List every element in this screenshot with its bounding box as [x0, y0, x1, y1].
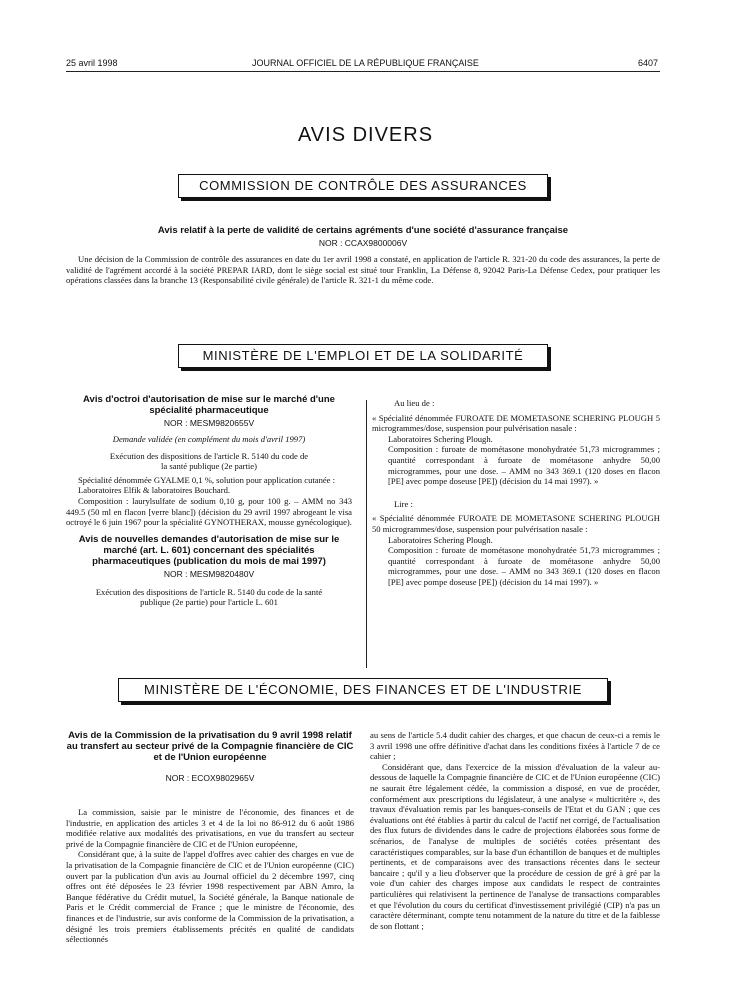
specialite-gyalme: Spécialité dénommée GYALME 0,1 %, solution pour application cutanée :	[78, 474, 336, 485]
nor-octroi: NOR : MESM9820655V	[163, 418, 255, 428]
nor-assurances: NOR : CCAX9800006V	[318, 238, 408, 248]
privatisation-paragraph-1: La commission, saisie par le ministre de l'économie, des finances et de l'industrie, en application des articles 3 et 4 de la loi no 86-912 du 6 août 1986 modifiée relative aux modalités des privatisations, en vue du transfert au secteur privé de la Compagnie financière de CIC et de l'Union européenne,	[66, 807, 354, 849]
au-lieu-de: Au lieu de :	[394, 398, 435, 408]
privatisation-paragraph-3: au sens de l'article 5.4 dudit cahier des charges, et que chacun de ceux-ci a remis le 3 avril 1998 une offre définitive d'achat dans les conditions fixées à l'article 7 de ce cahier ;	[370, 730, 660, 762]
laboratoires-schering-1: Laboratoires Schering Plough.	[388, 433, 493, 444]
economie-left-column	[66, 730, 354, 945]
laboratoires-schering-2: Laboratoires Schering Plough.	[388, 534, 493, 545]
economie-right-column	[370, 730, 660, 931]
nor-privatisation: NOR : ECOX9802965V	[165, 773, 255, 783]
header-rule	[66, 71, 660, 72]
section-heading-assurances: COMMISSION DE CONTRÔLE DES ASSURANCES	[178, 174, 548, 198]
laboratoires-elfik: Laboratoires Elfik & laboratoires Bouchard.	[78, 485, 231, 496]
header-date: 25 avril 1998	[66, 58, 118, 68]
privatisation-paragraph-2: Considérant que, à la suite de l'appel d'offres avec cahier des charges en vue de la privatisation de la Compagnie financière de CIC et de l'Union européenne (CIC) ouvert par la publication d'un avis au Journal officiel du 2 décembre 1997, cinq offres ont été déposées le 23 février 1998 respectivement par ABN Amro, la Banque fédérative du Crédit mutuel, la Société générale, la Banque nationale de Paris et le Crédit commercial de France ; que le ministre de l'économie, des finances et de l'industrie, sur avis conforme de la Commission de la privatisation, a désigné les trois premiers établissements précités en qualité de candidats sélectionnés	[66, 849, 354, 945]
avis-title-assurances: Avis relatif à la perte de validité de certains agréments d'une société d'assurance française	[157, 225, 569, 236]
avis-title-nouvelles-demandes: Avis de nouvelles demandes d'autorisation de mise sur le marché (art. L. 601) concernant des spécialités pharmaceutiques (publication du mois de mai 1997)	[78, 533, 340, 567]
main-title: AVIS DIVERS	[297, 124, 434, 146]
specialite-furoate-2: « Spécialité dénommée FUROATE DE MOMETASONE SCHERING PLOUGH 50 microgrammes/dose, suspension pour pulvérisation nasale :	[372, 513, 660, 534]
section-heading-emploi: MINISTÈRE DE L'EMPLOI ET DE LA SOLIDARITÉ	[178, 344, 548, 368]
emploi-right-column	[372, 398, 660, 588]
header-journal: JOURNAL OFFICIEL DE LA RÉPUBLIQUE FRANÇAISE	[252, 58, 479, 68]
column-divider	[366, 400, 367, 668]
avis-title-privatisation: Avis de la Commission de la privatisation du 9 avril 1998 relatif au transfert au secteur privé de la Compagnie financière de CIC et de l'Union européenne	[66, 730, 354, 763]
nor-nouvelles-demandes: NOR : MESM9820480V	[163, 568, 255, 579]
assurances-body: Une décision de la Commission de contrôle des assurances en date du 1er avril 1998 a constaté, en application de l'article R. 321-20 du code des assurances, la perte de validité de l'agrément accordé à la société PREPAR IARD, dont le siège social est situé tour Franklin, La Défense 8, 92042 Paris-La Défense Cedex, pour pratiquer les opérations classées dans la branche 13 (Responsabilité civile générale) de l'article R. 321-1 du même code.	[66, 254, 660, 286]
demande-validee: Demande validée (en complément du mois d'avril 1997)	[112, 434, 306, 444]
composition-gyalme: Composition : laurylsulfate de sodium 0,10 g, pour 100 g. – AMM no 343 449.5 (50 ml en flacon [verre blanc]) (décision du 29 avril 1997 abrogeant le visa octroyé le 6 juin 1967 pour la spécialité GYNOTHERAX, mousse gynécologique).	[66, 495, 352, 528]
header-page-number: 6407	[638, 58, 659, 68]
emploi-left-column	[66, 394, 352, 608]
lire: Lire :	[394, 498, 413, 509]
composition-furoate-2: Composition : furoate de mométasone monohydratée 51,73 microgrammes ; quantité correspondant à furoate de mométasone anhydre 50,00 microgrammes, pour une dose. – AMM no 343 369.1 (120 doses en flacon [PE] avec pompe doseuse [PE]) (décision du 14 mai 1997). »	[388, 545, 660, 587]
section-heading-economie: MINISTÈRE DE L'ÉCONOMIE, DES FINANCES ET DE L'INDUSTRIE	[118, 678, 608, 702]
composition-furoate-1: Composition : furoate de mométasone monohydratée 51,73 microgrammes ; quantité correspondant à furoate de mométasone anhydre 50,00 microgrammes, pour une dose. – AMM no 343 369.1 (120 doses en flacon [PE] avec pompe doseuse [PE]) (décision du 14 mai 1997). »	[388, 444, 660, 487]
execution-dispositions-2: Exécution des dispositions de l'article R. 5140 du code de la santé publique (2e partie) pour l'article L. 601	[95, 586, 323, 608]
execution-dispositions-1: Exécution des dispositions de l'article R. 5140 du code de la santé publique (2e partie)	[109, 450, 309, 472]
privatisation-paragraph-4: Considérant que, dans l'exercice de la mission d'évaluation de la valeur au-dessous de laquelle la Compagnie financière de CIC et de l'Union européenne (CIC) ne saurait être légalement cédée, la commission a disposé, en vue de procéder, conformément aux prescriptions du législateur, à une analyse « multicritère », des travaux d'évaluation remis par les banques-conseils de l'Etat et du GAN ; que ces évaluations ont été établies à partir du calcul de l'actif net corrigé, de l'actualisation des flux futurs de dividendes dans le cadre de projections élaborées sous forme de scénarios, de l'analyse de multiples de sociétés cotées présentant des caractéristiques comparables, sur la base d'un échantillon de banques et de multiples pertinents, et de comparaisons avec des transactions récentes dans le secteur bancaire ; qu'il y a lieu d'observer que la procédure de cession de gré à gré par la voie d'un cahier des charges impose aux candidats le respect de contraintes particulières qui relativisent la pertinence de l'analyse de transactions comparables et que l'évolution du cours du certificat d'investissement privilégié (CIP) n'a pas un caractère déterminant, compte tenu notamment de la nature du titre et de la faiblesse de son flottant ;	[370, 761, 660, 931]
avis-title-octroi: Avis d'octroi d'autorisation de mise sur le marché d'une spécialité pharmaceutique	[83, 394, 335, 416]
specialite-furoate-1: « Spécialité dénommée FUROATE DE MOMETASONE SCHERING PLOUGH 5 microgrammes/dose, suspension pour pulvérisation nasale :	[372, 412, 660, 434]
